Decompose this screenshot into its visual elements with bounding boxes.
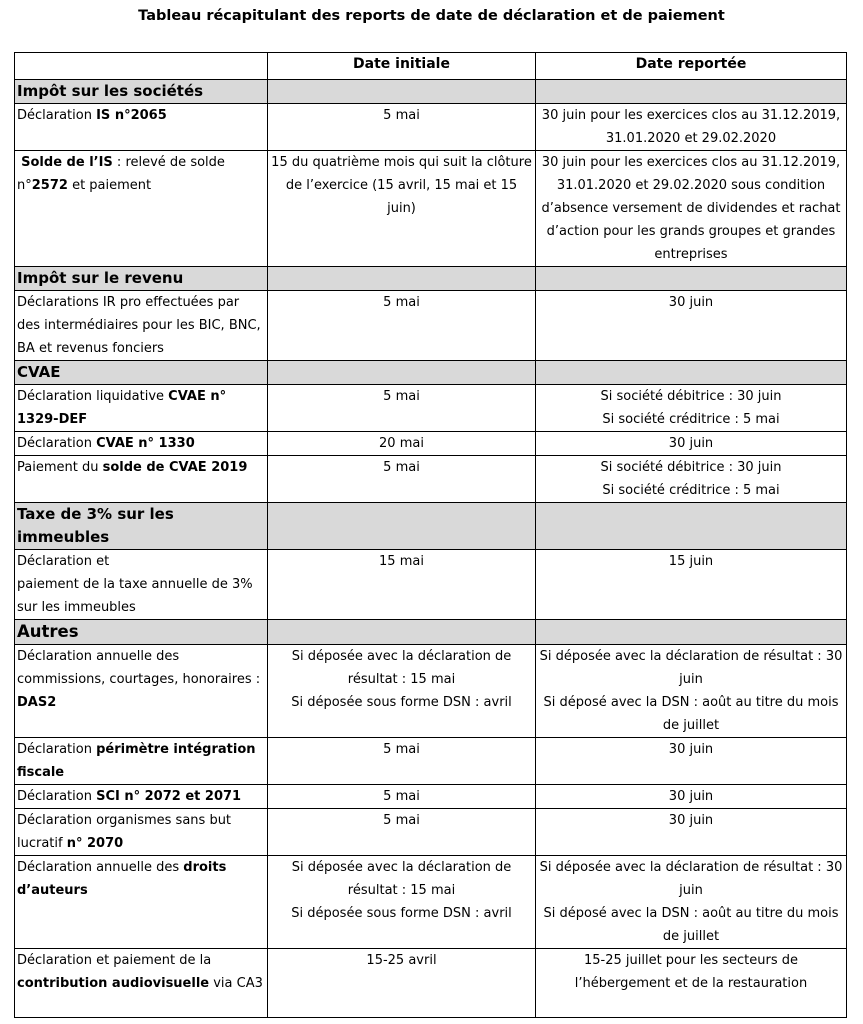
table-header-row [15, 53, 847, 80]
table-row [15, 949, 847, 1018]
row-label: Solde de l’IS : relevé de solde n°2572 et paiement [15, 151, 268, 267]
table-row [15, 785, 847, 809]
date-initiale-cell: 5 mai [268, 104, 536, 151]
header-empty-cell [15, 53, 268, 80]
date-reportee-cell: Si déposée avec la déclaration de résultat : 30 juin Si déposé avec la DSN : août au titre du mois de juillet [536, 856, 847, 949]
table-row [15, 550, 847, 620]
section-title: CVAE [15, 361, 268, 385]
date-initiale-cell: 5 mai [268, 385, 536, 432]
table-row [15, 385, 847, 432]
row-label: Déclaration annuelle des droits d’auteurs [15, 856, 268, 949]
row-label: Déclarations IR pro effectuées par des intermédiaires pour les BIC, BNC, BA et revenus fonciers [15, 291, 268, 361]
row-label: Déclaration organismes sans but lucratif n° 2070 [15, 809, 268, 856]
section-title: Taxe de 3% sur les immeubles [15, 503, 268, 550]
date-initiale-cell: 15 mai [268, 550, 536, 620]
section-row-is [15, 80, 847, 104]
row-label: Déclaration IS n°2065 [15, 104, 268, 151]
date-reportee-cell: 30 juin [536, 432, 847, 456]
row-label: Déclaration périmètre intégration fiscale [15, 738, 268, 785]
row-label: Déclaration et paiement de la taxe annuelle de 3% sur les immeubles [15, 550, 268, 620]
date-reportee-cell: Si société débitrice : 30 juin Si société créditrice : 5 mai [536, 456, 847, 503]
table-row [15, 645, 847, 738]
date-reportee-cell: 15 juin [536, 550, 847, 620]
section-row-ir [15, 267, 847, 291]
row-label: Déclaration CVAE n° 1330 [15, 432, 268, 456]
row-label: Déclaration SCI n° 2072 et 2071 [15, 785, 268, 809]
date-reportee-cell: 30 juin [536, 785, 847, 809]
section-title: Autres [15, 620, 268, 645]
table-row [15, 291, 847, 361]
section-row-cvae [15, 361, 847, 385]
date-initiale-cell: 15-25 avril [268, 949, 536, 1018]
date-initiale-cell: Si déposée avec la déclaration de résultat : 15 mai Si déposée sous forme DSN : avril [268, 856, 536, 949]
date-initiale-cell: 15 du quatrième mois qui suit la clôture de l’exercice (15 avril, 15 mai et 15 juin) [268, 151, 536, 267]
table-row [15, 809, 847, 856]
date-reportee-cell: 30 juin [536, 291, 847, 361]
date-reportee-cell: 30 juin [536, 809, 847, 856]
row-label: Déclaration annuelle des commissions, courtages, honoraires : DAS2 [15, 645, 268, 738]
date-reportee-cell: Si société débitrice : 30 juin Si société créditrice : 5 mai [536, 385, 847, 432]
table-row [15, 104, 847, 151]
date-initiale-cell: 5 mai [268, 785, 536, 809]
row-label: Paiement du solde de CVAE 2019 [15, 456, 268, 503]
date-initiale-cell: 5 mai [268, 809, 536, 856]
date-reportee-cell: Si déposée avec la déclaration de résultat : 30 juin Si déposé avec la DSN : août au titre du mois de juillet [536, 645, 847, 738]
date-reportee-cell: 30 juin [536, 738, 847, 785]
section-title: Impôt sur le revenu [15, 267, 268, 291]
page-title: Tableau récapitulant des reports de date de déclaration et de paiement [138, 8, 725, 24]
table-row [15, 151, 847, 267]
section-title: Impôt sur les sociétés [15, 80, 268, 104]
table-row [15, 856, 847, 949]
date-initiale-cell: Si déposée avec la déclaration de résultat : 15 mai Si déposée sous forme DSN : avril [268, 645, 536, 738]
summary-table [14, 52, 847, 1018]
table-row [15, 432, 847, 456]
row-label: Déclaration et paiement de la contribution audiovisuelle via CA3 [15, 949, 268, 1018]
header-date-reportee: Date reportée [536, 53, 847, 80]
header-date-initiale: Date initiale [268, 53, 536, 80]
section-row-autres [15, 620, 847, 645]
date-reportee-cell: 15-25 juillet pour les secteurs de l’hébergement et de la restauration [536, 949, 847, 1018]
date-initiale-cell: 5 mai [268, 291, 536, 361]
date-initiale-cell: 5 mai [268, 738, 536, 785]
date-initiale-cell: 5 mai [268, 456, 536, 503]
section-row-taxe3 [15, 503, 847, 550]
row-label: Déclaration liquidative CVAE n° 1329-DEF [15, 385, 268, 432]
date-reportee-cell: 30 juin pour les exercices clos au 31.12.2019, 31.01.2020 et 29.02.2020 sous condition d’absence versement de dividendes et rachat d’action pour les grands groupes et grandes entreprises [536, 151, 847, 267]
date-initiale-cell: 20 mai [268, 432, 536, 456]
date-reportee-cell: 30 juin pour les exercices clos au 31.12.2019, 31.01.2020 et 29.02.2020 [536, 104, 847, 151]
table-row [15, 738, 847, 785]
table-row [15, 456, 847, 503]
